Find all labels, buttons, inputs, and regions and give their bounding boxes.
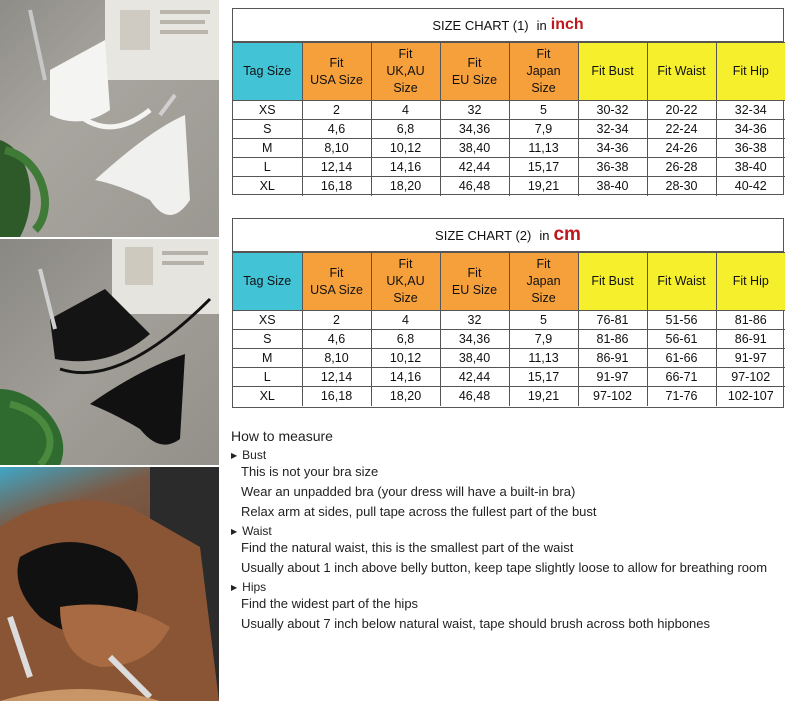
- header-fit-bust: Fit Bust: [578, 253, 647, 311]
- chart-title: [233, 9, 783, 42]
- table-cell: 11,13: [509, 139, 578, 158]
- table-cell: 51-56: [647, 311, 716, 330]
- chart-title-text: SIZE CHART (1): [432, 17, 529, 33]
- header-ukau-size: Fit UK,AU Size: [371, 253, 440, 311]
- table-cell: 66-71: [647, 368, 716, 387]
- table-cell: 36-38: [716, 139, 785, 158]
- table-cell: 30-32: [578, 101, 647, 120]
- table-cell: L: [233, 368, 302, 387]
- table-cell: 102-107: [716, 387, 785, 406]
- table-cell: 7,9: [509, 120, 578, 139]
- table-cell: 42,44: [440, 368, 509, 387]
- table-cell: 91-97: [716, 349, 785, 368]
- table-cell: 2: [302, 101, 371, 120]
- measure-line: Find the widest part of the hips: [241, 596, 419, 611]
- header-tag-size: Tag Size: [233, 43, 302, 101]
- table-cell: 4: [371, 101, 440, 120]
- how-to-measure: [231, 428, 800, 634]
- table-cell: 10,12: [371, 139, 440, 158]
- table-cell: 34,36: [440, 330, 509, 349]
- table-cell: 36-38: [578, 158, 647, 177]
- table-cell: 81-86: [578, 330, 647, 349]
- table-cell: 86-91: [716, 330, 785, 349]
- table-cell: 8,10: [302, 139, 371, 158]
- table-cell: 6,8: [371, 120, 440, 139]
- table-row: [233, 387, 785, 406]
- table-cell: 12,14: [302, 368, 371, 387]
- header-usa-size: Fit USA Size: [302, 253, 371, 311]
- measure-line: Wear an unpadded bra (your dress will have a built-in bra): [241, 484, 576, 499]
- table-cell: 56-61: [647, 330, 716, 349]
- table-cell: L: [233, 158, 302, 177]
- measure-line: Usually about 7 inch below natural waist, tape should brush across both hipbones: [241, 616, 711, 631]
- table-cell: 6,8: [371, 330, 440, 349]
- section-title: Hips: [242, 580, 267, 594]
- size-table: [233, 42, 785, 196]
- table-header-row: [233, 253, 785, 311]
- table-body: [233, 101, 785, 196]
- table-cell: 5: [509, 311, 578, 330]
- table-cell: 14,16: [371, 158, 440, 177]
- header-fit-waist: Fit Waist: [647, 253, 716, 311]
- table-cell: 97-102: [578, 387, 647, 406]
- table-cell: XS: [233, 311, 302, 330]
- header-fit-hip: Fit Hip: [716, 43, 785, 101]
- table-cell: XL: [233, 387, 302, 406]
- table-cell: 11,13: [509, 349, 578, 368]
- header-japan-size: Fit Japan Size: [509, 43, 578, 101]
- table-cell: 4: [371, 311, 440, 330]
- table-cell: 46,48: [440, 387, 509, 406]
- measure-line: Relax arm at sides, pull tape across the fullest part of the bust: [241, 504, 597, 519]
- table-cell: 28-30: [647, 177, 716, 196]
- header-japan-size: Fit Japan Size: [509, 253, 578, 311]
- table-cell: 34-36: [716, 120, 785, 139]
- header-tag-size: Tag Size: [233, 253, 302, 311]
- chart-title: [233, 219, 783, 252]
- measure-line: Usually about 1 inch above belly button, keep tape slightly loose to allow for breathing room: [241, 560, 768, 575]
- table-header-row: [233, 43, 785, 101]
- table-cell: 20-22: [647, 101, 716, 120]
- table-row: [233, 101, 785, 120]
- product-photo-white-bikini: [0, 0, 219, 237]
- table-cell: 2: [302, 311, 371, 330]
- chart-title-text: SIZE CHART (2): [435, 227, 532, 243]
- section-title: Bust: [242, 448, 267, 462]
- table-cell: 18,20: [371, 177, 440, 196]
- table-cell: XL: [233, 177, 302, 196]
- table-cell: XS: [233, 101, 302, 120]
- table-body: [233, 311, 785, 406]
- measure-line: Find the natural waist, this is the smallest part of the waist: [241, 540, 574, 555]
- table-row: [233, 139, 785, 158]
- triangle-bullet-icon: ▶: [231, 526, 238, 536]
- table-cell: 38,40: [440, 349, 509, 368]
- table-cell: 38-40: [716, 158, 785, 177]
- table-row: [233, 368, 785, 387]
- table-cell: 15,17: [509, 158, 578, 177]
- table-cell: 5: [509, 101, 578, 120]
- header-eu-size: Fit EU Size: [440, 253, 509, 311]
- unit-prefix: in: [536, 17, 547, 33]
- table-cell: 81-86: [716, 311, 785, 330]
- table-row: [233, 177, 785, 196]
- table-cell: 97-102: [716, 368, 785, 387]
- table-cell: 46,48: [440, 177, 509, 196]
- table-cell: 61-66: [647, 349, 716, 368]
- header-ukau-size: Fit UK,AU Size: [371, 43, 440, 101]
- table-row: [233, 330, 785, 349]
- measure-section-hips: [231, 580, 800, 594]
- table-cell: 42,44: [440, 158, 509, 177]
- header-usa-size: Fit USA Size: [302, 43, 371, 101]
- table-cell: 34-36: [578, 139, 647, 158]
- table-row: [233, 120, 785, 139]
- table-cell: 86-91: [578, 349, 647, 368]
- table-cell: 19,21: [509, 177, 578, 196]
- section-title: Waist: [242, 524, 272, 538]
- table-cell: M: [233, 139, 302, 158]
- table-cell: 38-40: [578, 177, 647, 196]
- table-cell: 38,40: [440, 139, 509, 158]
- header-fit-hip: Fit Hip: [716, 253, 785, 311]
- table-cell: 26-28: [647, 158, 716, 177]
- table-cell: 91-97: [578, 368, 647, 387]
- table-cell: 32-34: [578, 120, 647, 139]
- table-cell: S: [233, 120, 302, 139]
- table-cell: 18,20: [371, 387, 440, 406]
- header-fit-bust: Fit Bust: [578, 43, 647, 101]
- table-cell: 34,36: [440, 120, 509, 139]
- table-row: [233, 158, 785, 177]
- table-cell: 16,18: [302, 177, 371, 196]
- unit-label: inch: [550, 16, 584, 33]
- table-row: [233, 311, 785, 330]
- measure-heading: How to measure: [231, 428, 333, 444]
- table-cell: 8,10: [302, 349, 371, 368]
- table-cell: 7,9: [509, 330, 578, 349]
- measure-line: This is not your bra size: [241, 464, 379, 479]
- table-cell: 4,6: [302, 120, 371, 139]
- header-eu-size: Fit EU Size: [440, 43, 509, 101]
- table-row: [233, 349, 785, 368]
- size-table: [233, 252, 785, 406]
- table-cell: 12,14: [302, 158, 371, 177]
- measure-section-bust: [231, 448, 800, 462]
- product-photo-model: [0, 467, 219, 701]
- table-cell: 22-24: [647, 120, 716, 139]
- unit-prefix: in: [539, 227, 550, 243]
- table-cell: 71-76: [647, 387, 716, 406]
- table-cell: 40-42: [716, 177, 785, 196]
- table-cell: S: [233, 330, 302, 349]
- size-chart-cm: [232, 218, 784, 408]
- size-chart-inch: [232, 8, 784, 195]
- table-cell: 19,21: [509, 387, 578, 406]
- table-cell: 76-81: [578, 311, 647, 330]
- table-cell: 14,16: [371, 368, 440, 387]
- unit-label: cm: [553, 224, 581, 245]
- table-cell: 32: [440, 311, 509, 330]
- table-cell: 24-26: [647, 139, 716, 158]
- header-fit-waist: Fit Waist: [647, 43, 716, 101]
- table-cell: M: [233, 349, 302, 368]
- table-cell: 16,18: [302, 387, 371, 406]
- table-cell: 4,6: [302, 330, 371, 349]
- table-cell: 10,12: [371, 349, 440, 368]
- product-photo-black-bikini: [0, 239, 219, 465]
- table-cell: 32: [440, 101, 509, 120]
- table-cell: 32-34: [716, 101, 785, 120]
- triangle-bullet-icon: ▶: [231, 582, 238, 592]
- table-cell: 15,17: [509, 368, 578, 387]
- triangle-bullet-icon: ▶: [231, 450, 238, 460]
- measure-section-waist: [231, 524, 800, 538]
